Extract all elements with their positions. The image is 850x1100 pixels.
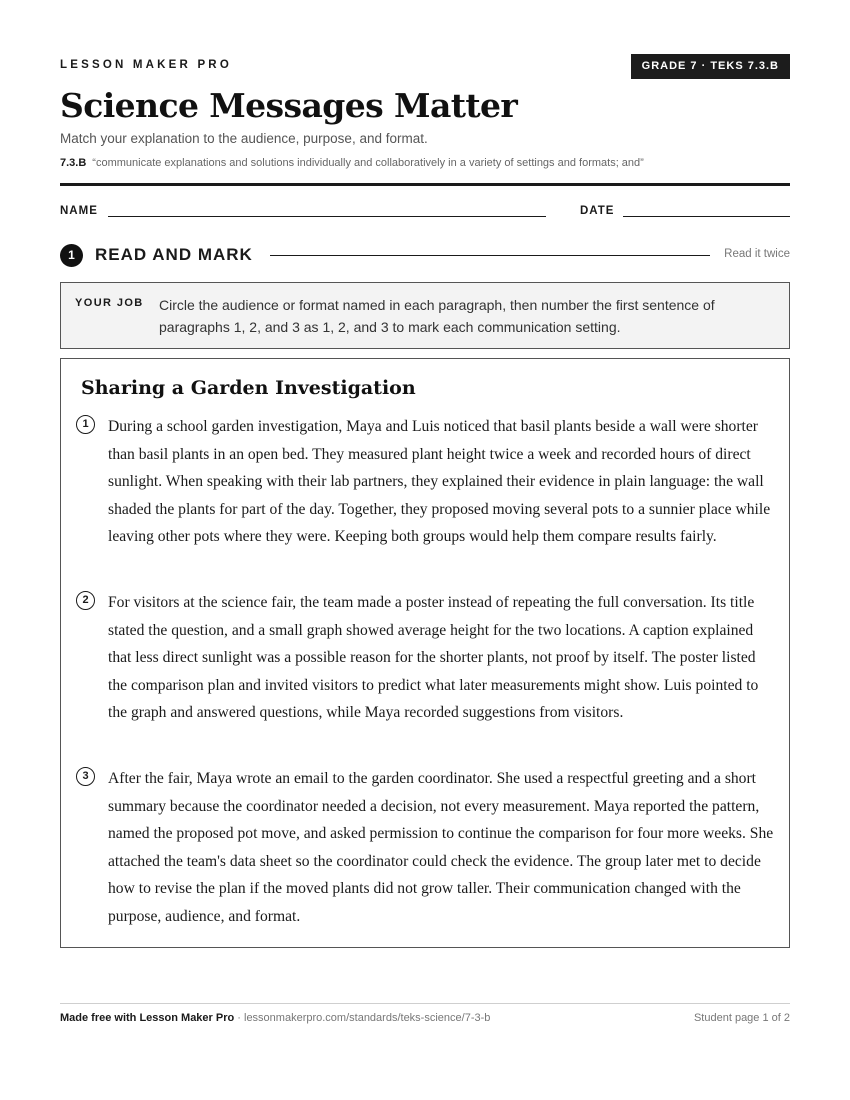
section-header (60, 242, 790, 268)
header-divider (60, 183, 790, 186)
date-field[interactable] (623, 216, 790, 217)
passage-title: Sharing a Garden Investigation (81, 377, 416, 399)
page-subtitle: Match your explanation to the audience, purpose, and format. (60, 131, 428, 146)
paragraph-number-3: 3 (76, 767, 95, 786)
standard-text: “communicate explanations and solutions individually and collaboratively in a variety of settings and formats; and” (92, 157, 644, 169)
worksheet-page (60, 0, 790, 1100)
brand-name: LESSON MAKER PRO (60, 59, 232, 71)
footer-page-number: Student page 1 of 2 (693, 1012, 790, 1024)
standard-line (60, 157, 644, 169)
name-field[interactable] (108, 216, 546, 217)
section-title: READ AND MARK (95, 245, 253, 264)
section-note: Read it twice (724, 248, 790, 260)
paragraph-1: During a school garden investigation, Maya and Luis noticed that basil plants beside a wall were shorter than basil plants in an open bed. They measured plant height twice a week and recorded hours of direct sunlight. When speaking with their lab partners, they explained their evidence in plain language: the wall shaded the plants for part of the day. Together, they proposed moving several pots to a sunnier place while leaving other pots where they were. Keeping both groups would help them compare results fairly. (108, 418, 771, 545)
grade-badge: GRADE 7 · TEKS 7.3.B (631, 54, 790, 79)
name-label: NAME (60, 205, 98, 217)
paragraph-number-2: 2 (76, 591, 95, 610)
footer-url[interactable]: · lessonmakerpro.com/standards/teks-science/7-3-b (234, 1012, 491, 1024)
paragraph-number-1: 1 (76, 415, 95, 434)
job-label: YOUR JOB (75, 297, 144, 309)
date-label: DATE (580, 205, 615, 217)
footer-divider (60, 1003, 790, 1004)
paragraph-2: For visitors at the science fair, the team made a poster instead of repeating the full conversation. Its title stated the question, and a small graph showed average height for the two locations. A caption explained that less direct sunlight was a possible reason for the shorter plants, not proof by itself. The poster listed the comparison plan and invited visitors to predict what later measurements might show. Luis pointed to the graph and answered questions, while Maya recorded suggestions from visitors. (108, 594, 759, 721)
reading-passage (60, 358, 790, 948)
paragraph-3: After the fair, Maya wrote an email to the garden coordinator. She used a respectful greeting and a short summary because the coordinator needed a decision, not every measurement. Maya reported the pattern, named the proposed pot move, and asked permission to continue the comparison for four more weeks. She attached the team's data sheet so the coordinator could check the evidence. The group later met to decide how to revise the plan if the moved plants did not grow taller. Their communication changed with the purpose, audience, and format. (108, 770, 774, 925)
footer-credit: Made free with Lesson Maker Pro (60, 1012, 235, 1024)
your-job-box (60, 282, 790, 349)
top-bar (60, 54, 790, 80)
name-date-row (60, 204, 790, 220)
section-number-badge: 1 (60, 244, 83, 267)
footer (60, 1012, 790, 1024)
section-rule (270, 255, 710, 256)
standard-code: 7.3.B (60, 157, 87, 169)
page-title: Science Messages Matter (60, 86, 518, 125)
job-instructions: Circle the audience or format named in each paragraph, then number the first sentence of paragraphs 1, 2, and 3 as 1, 2, and 3 to mark each communication setting. (159, 297, 715, 335)
